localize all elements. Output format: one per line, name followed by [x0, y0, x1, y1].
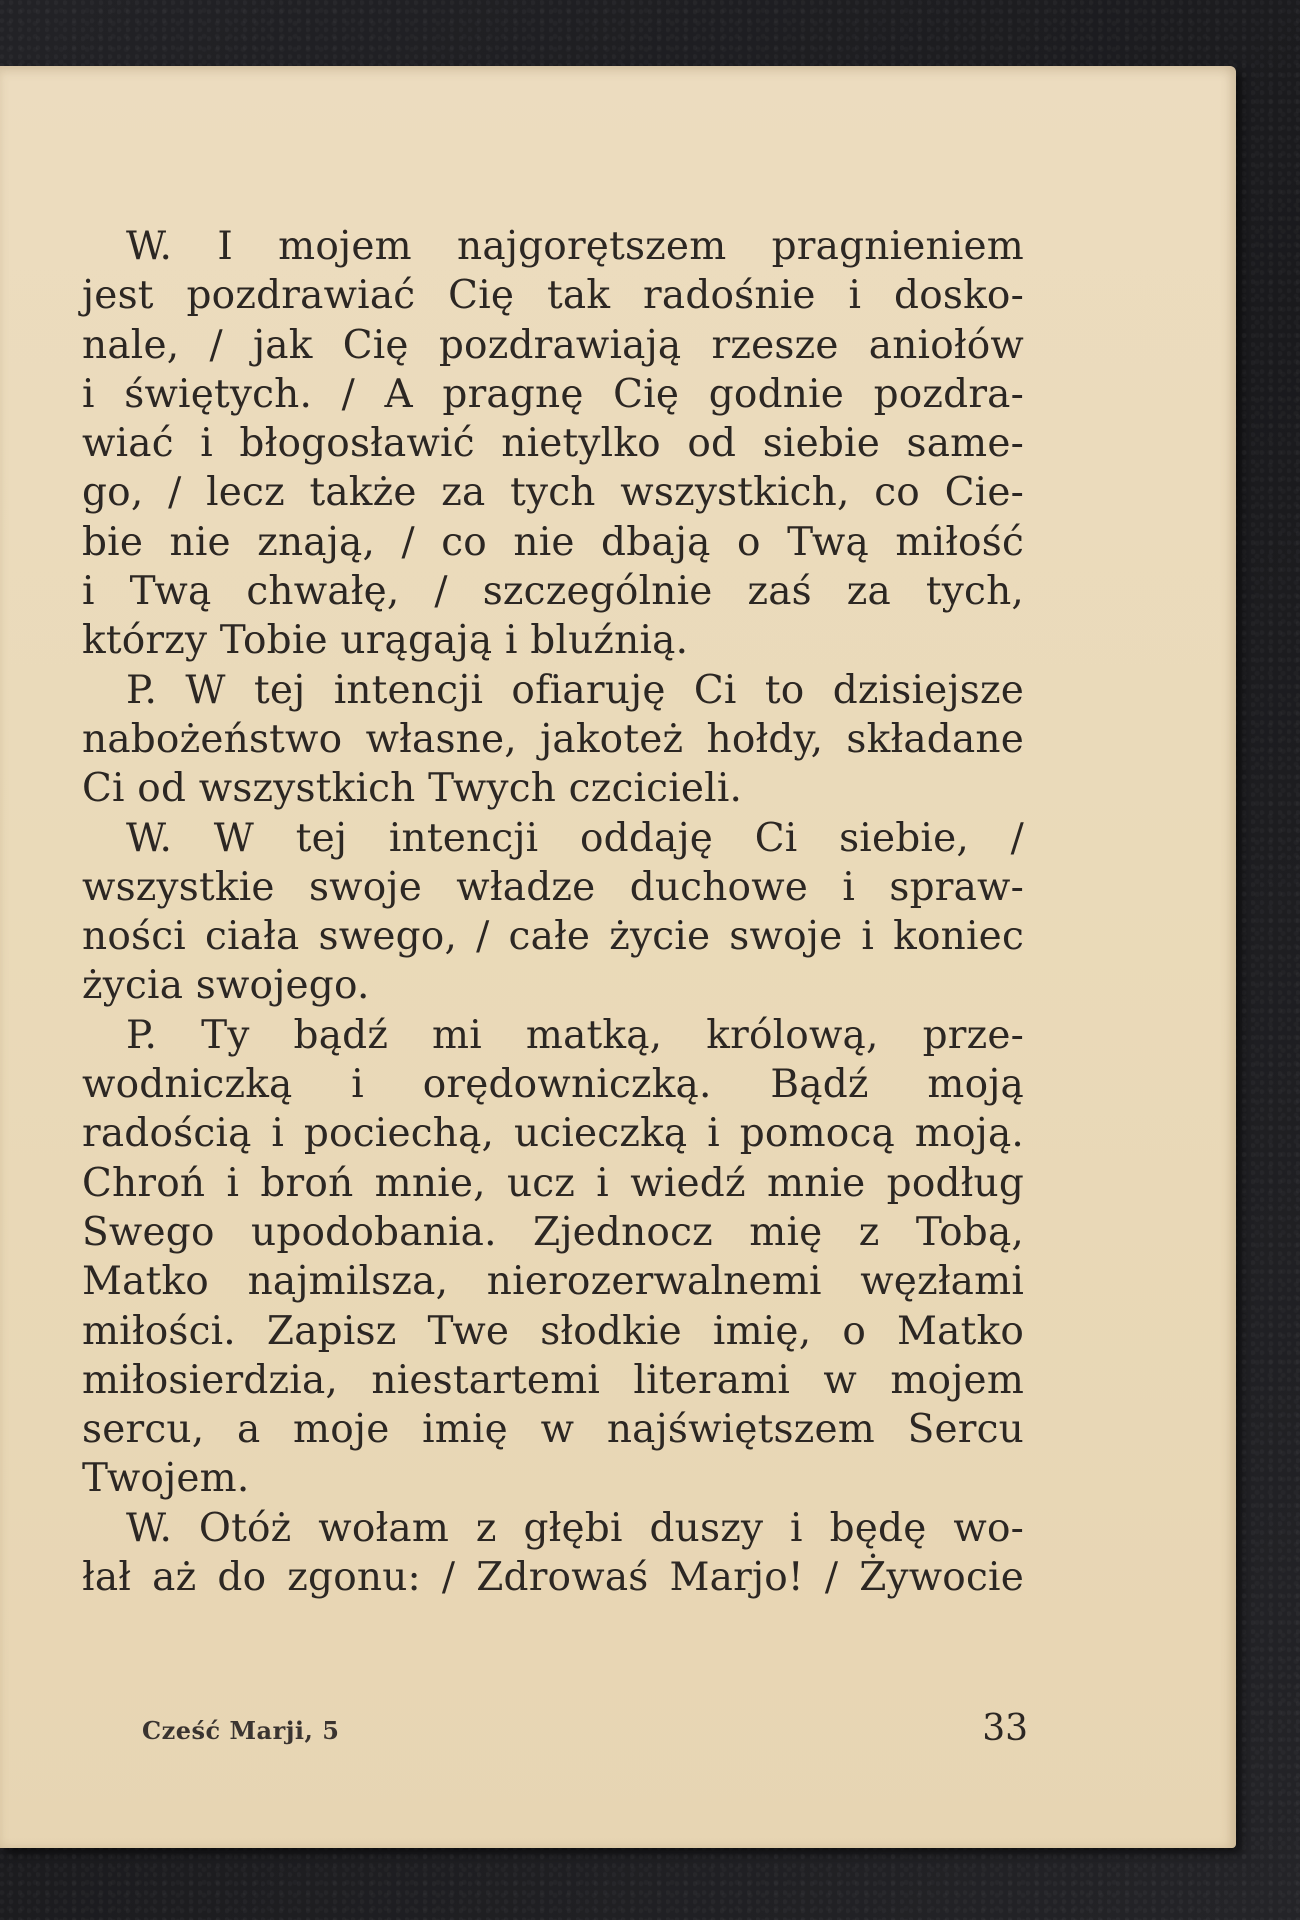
text-line: Matko najmilsza, nierozerwalnemi węzłami: [82, 1259, 1024, 1305]
text-line: życia swojego.: [82, 963, 370, 1009]
text-line: i świętych. / A pragnę Cię godnie pozdra-: [82, 371, 1024, 417]
text-line: ności ciała swego, / całe życie swoje i koniec: [82, 914, 1024, 960]
text-line: wodniczką i orędowniczką. Bądź moją: [82, 1062, 1024, 1108]
body-text: [82, 222, 1024, 1602]
text-line: sercu, a moje imię w najświętszem Sercu: [82, 1407, 1024, 1453]
text-line: wiać i błogosławić nietylko od siebie same-: [82, 421, 1024, 467]
text-line: łał aż do zgonu: / Zdrowaś Marjo! / Żywocie: [82, 1555, 1024, 1601]
signature-mark: Cześć Marji, 5: [142, 1716, 340, 1745]
text-line: go, / lecz także za tych wszystkich, co Cie-: [82, 470, 1024, 516]
text-line: W. Otóż wołam z głębi duszy i będę wo-: [126, 1505, 1024, 1551]
page-footer: [142, 1708, 1028, 1758]
text-line: i Twą chwałę, / szczególnie zaś za tych,: [82, 569, 1024, 615]
text-line: Swego upodobania. Zjednocz mię z Tobą,: [82, 1209, 1024, 1255]
text-line: bie nie znają, / co nie dbają o Twą miłość: [82, 519, 1024, 565]
text-line: nabożeństwo własne, jakoteż hołdy, składane: [82, 716, 1024, 762]
text-line: W. I mojem najgorętszem pragnieniem: [126, 224, 1024, 269]
text-line: Chroń i broń mnie, ucz i wiedź mnie podług: [82, 1160, 1024, 1206]
text-line: P. W tej intencji ofiaruję Ci to dzisiejsze: [126, 667, 1024, 713]
page-number: 33: [982, 1708, 1028, 1749]
text-line: jest pozdrawiać Cię tak radośnie i dosko-: [82, 273, 1024, 319]
text-line: Twojem.: [82, 1456, 250, 1502]
text-line: nale, / jak Cię pozdrawiają rzesze aniołów: [82, 322, 1024, 368]
text-line: radością i pociechą, ucieczką i pomocą moją.: [82, 1111, 1024, 1157]
text-line: W. W tej intencji oddaję Ci siebie, /: [126, 815, 1024, 861]
book-page: [0, 66, 1236, 1848]
text-line: miłości. Zapisz Twe słodkie imię, o Matko: [82, 1308, 1024, 1354]
text-line: Ci od wszystkich Twych czcicieli.: [82, 766, 743, 812]
text-line: którzy Tobie urągają i bluźnią.: [82, 618, 689, 664]
text-line: wszystkie swoje władze duchowe i spraw-: [82, 864, 1024, 910]
text-line: P. Ty bądź mi matką, królową, prze-: [126, 1012, 1024, 1058]
text-line: miłosierdzia, niestartemi literami w mojem: [82, 1357, 1024, 1403]
